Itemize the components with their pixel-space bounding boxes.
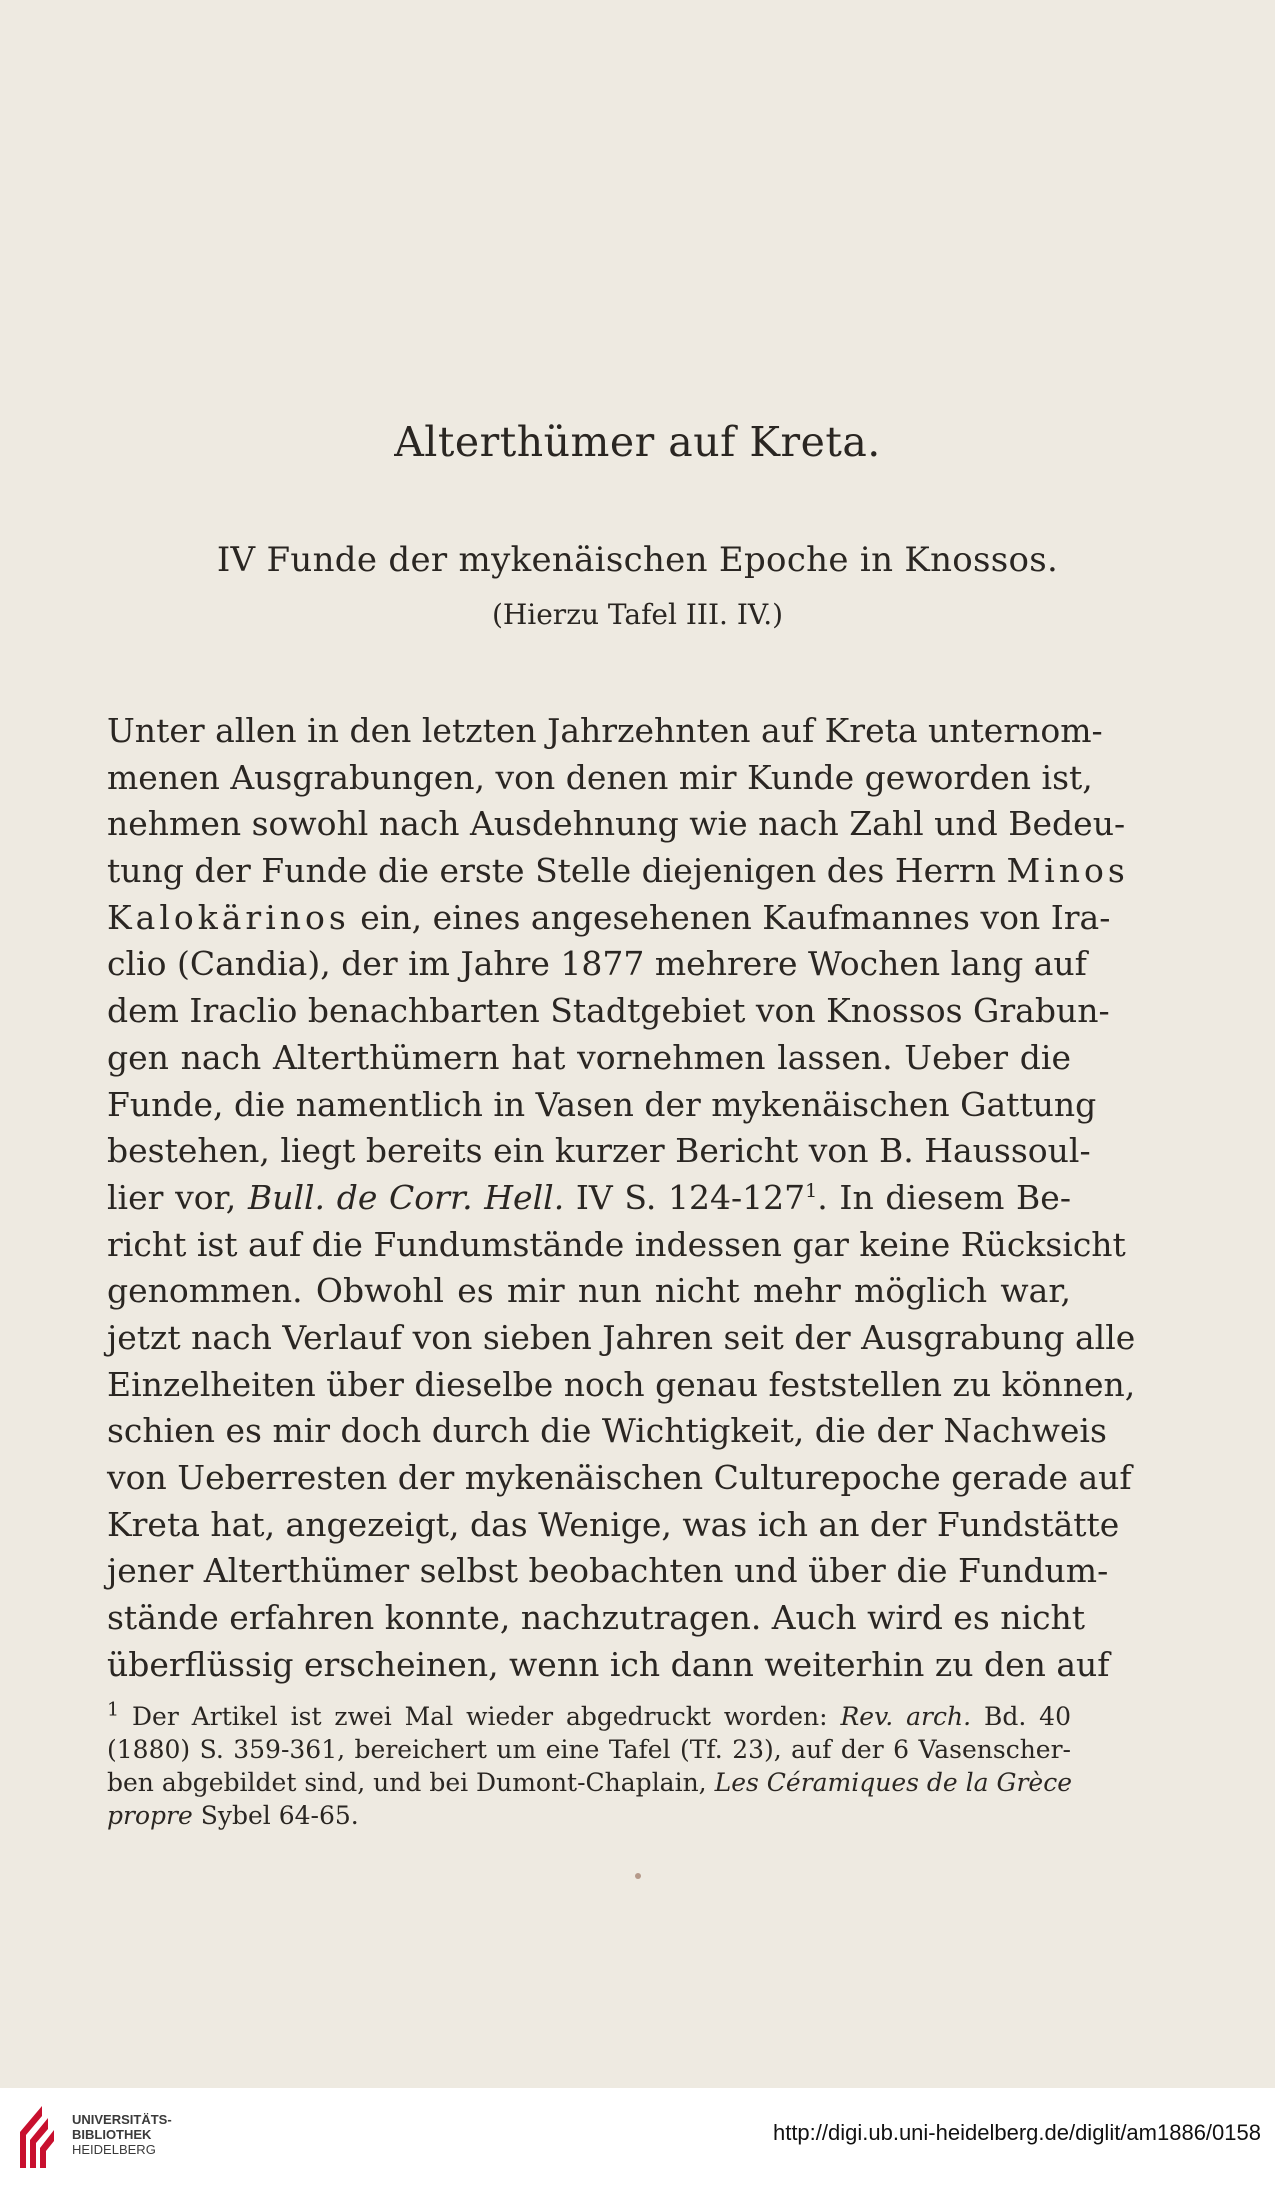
text-span: Einzelheiten über dieselbe noch genau feststellen zu können, (107, 1364, 1136, 1404)
text-span: propre (107, 1801, 193, 1830)
text-span: Unter allen in den letzten Jahrzehnten auf Kreta unternom- (107, 711, 1103, 750)
text-span: Der Artikel ist zwei Mal wieder abgedruckt worden: (119, 1702, 841, 1731)
text-line (107, 895, 1111, 942)
text-span: IV S. 124-127 (564, 1177, 806, 1217)
library-name-line: HEIDELBERG (72, 2142, 156, 2157)
text-line (107, 1455, 1132, 1502)
text-span: ben abgebildet sind, und bei Dumont-Chaplain, (107, 1768, 715, 1797)
text-line (107, 1268, 1071, 1315)
text-span: tung der Funde die erste Stelle diejenigen des Herrn (107, 851, 1007, 891)
text-line (107, 755, 1093, 802)
text-span: ein, eines angesehenen Kaufmannes von Ira- (349, 897, 1111, 937)
text-span: jetzt nach Verlauf von sieben Jahren seit der Ausgrabung alle (107, 1317, 1136, 1357)
source-url[interactable]: http://digi.ub.uni-heidelberg.de/diglit/am1886/0158 (772, 2120, 1261, 2145)
text-span: Rev. arch. (840, 1702, 972, 1731)
text-span: stände erfahren konnte, nachzutragen. Auch wird es nicht (107, 1598, 1086, 1638)
text-span: Minos (1006, 851, 1129, 891)
text-span: überflüssig erscheinen, wenn ich dann weiterhin zu den auf (107, 1644, 1110, 1684)
text-line (107, 1548, 1109, 1595)
text-line (107, 941, 1087, 988)
text-span: jener Alterthümer selbst beobachten und über die Fundum- (107, 1551, 1109, 1591)
text-line (107, 708, 1103, 755)
text-span: bestehen, liegt bereits ein kurzer Bericht von B. Haussoul- (107, 1131, 1091, 1171)
text-span: Kreta hat, angezeigt, das Wenige, was ich an der Fundstätte (107, 1504, 1120, 1544)
text-line (107, 1035, 1071, 1082)
text-line (107, 1082, 1097, 1129)
text-span: menen Ausgrabungen, von denen mir Kunde geworden ist, (107, 757, 1093, 797)
text-span: von Ueberresten der mykenäischen Culturepoche gerade auf (107, 1458, 1132, 1497)
library-name-line: BIBLIOTHEK (72, 2127, 152, 2142)
section-heading: IV Funde der mykenäischen Epoche in Knossos. (216, 540, 1059, 580)
footnote-line (107, 1766, 1071, 1799)
body-text (107, 708, 1136, 1688)
text-line (107, 1642, 1110, 1689)
digitization-footer (0, 2088, 1275, 2186)
footnotes (107, 1700, 1071, 1832)
text-span: Sybel 64-65. (192, 1801, 359, 1830)
footnote-line (107, 1733, 1071, 1766)
text-span: clio (Candia), der im Jahre 1877 mehrere Wochen lang auf (107, 944, 1087, 984)
footnote-line (107, 1700, 1071, 1733)
text-line (107, 848, 1129, 895)
footnote-line (107, 1799, 1071, 1832)
library-logo-icon (12, 2102, 60, 2172)
text-span: Bull. de Corr. Hell. (247, 1177, 565, 1217)
text-line (107, 1595, 1086, 1642)
text-span: genommen. Obwohl es mir nun nicht mehr möglich war, (107, 1271, 1071, 1311)
text-line (107, 1128, 1091, 1175)
text-span: . In diesem Be- (817, 1177, 1071, 1217)
text-span: Funde, die namentlich in Vasen der mykenäischen Gattung (107, 1084, 1097, 1124)
text-line (107, 1175, 1071, 1222)
footnote-marker: 1 (805, 1179, 818, 1202)
text-span: schien es mir doch durch die Wichtigkeit, die der Nachweis (107, 1411, 1107, 1451)
text-line (107, 1408, 1107, 1455)
text-span: nehmen sowohl nach Ausdehnung wie nach Zahl und Bedeu- (107, 804, 1126, 844)
text-span: lier vor, (107, 1177, 248, 1217)
ink-speck (635, 1873, 641, 1879)
text-line (107, 1502, 1120, 1549)
text-span: richt ist auf die Fundumstände indessen gar keine Rücksicht (107, 1224, 1126, 1264)
footnote-marker: 1 (107, 1698, 120, 1721)
text-line (107, 1362, 1136, 1409)
text-span: Les Céramiques de la Grèce (714, 1768, 1073, 1797)
library-name-line: UNIVERSITÄTS- (72, 2112, 172, 2127)
text-line (107, 1222, 1126, 1269)
text-line (107, 988, 1110, 1035)
plate-reference: (Hierzu Tafel III. IV.) (491, 598, 784, 631)
page-title: Alterthümer auf Kreta. (394, 418, 881, 466)
text-span: Bd. 40 (971, 1702, 1071, 1731)
text-span: Kalokärinos (107, 897, 350, 937)
text-line (107, 801, 1126, 848)
text-span: gen nach Alterthümern hat vornehmen lassen. Ueber die (107, 1037, 1071, 1077)
text-span: (1880) S. 359-361, bereichert um eine Tafel (Tf. 23), auf der 6 Vasenscher- (107, 1735, 1071, 1764)
text-line (107, 1315, 1136, 1362)
library-name (72, 2112, 172, 2157)
text-span: dem Iraclio benachbarten Stadtgebiet von Knossos Grabun- (107, 991, 1110, 1031)
